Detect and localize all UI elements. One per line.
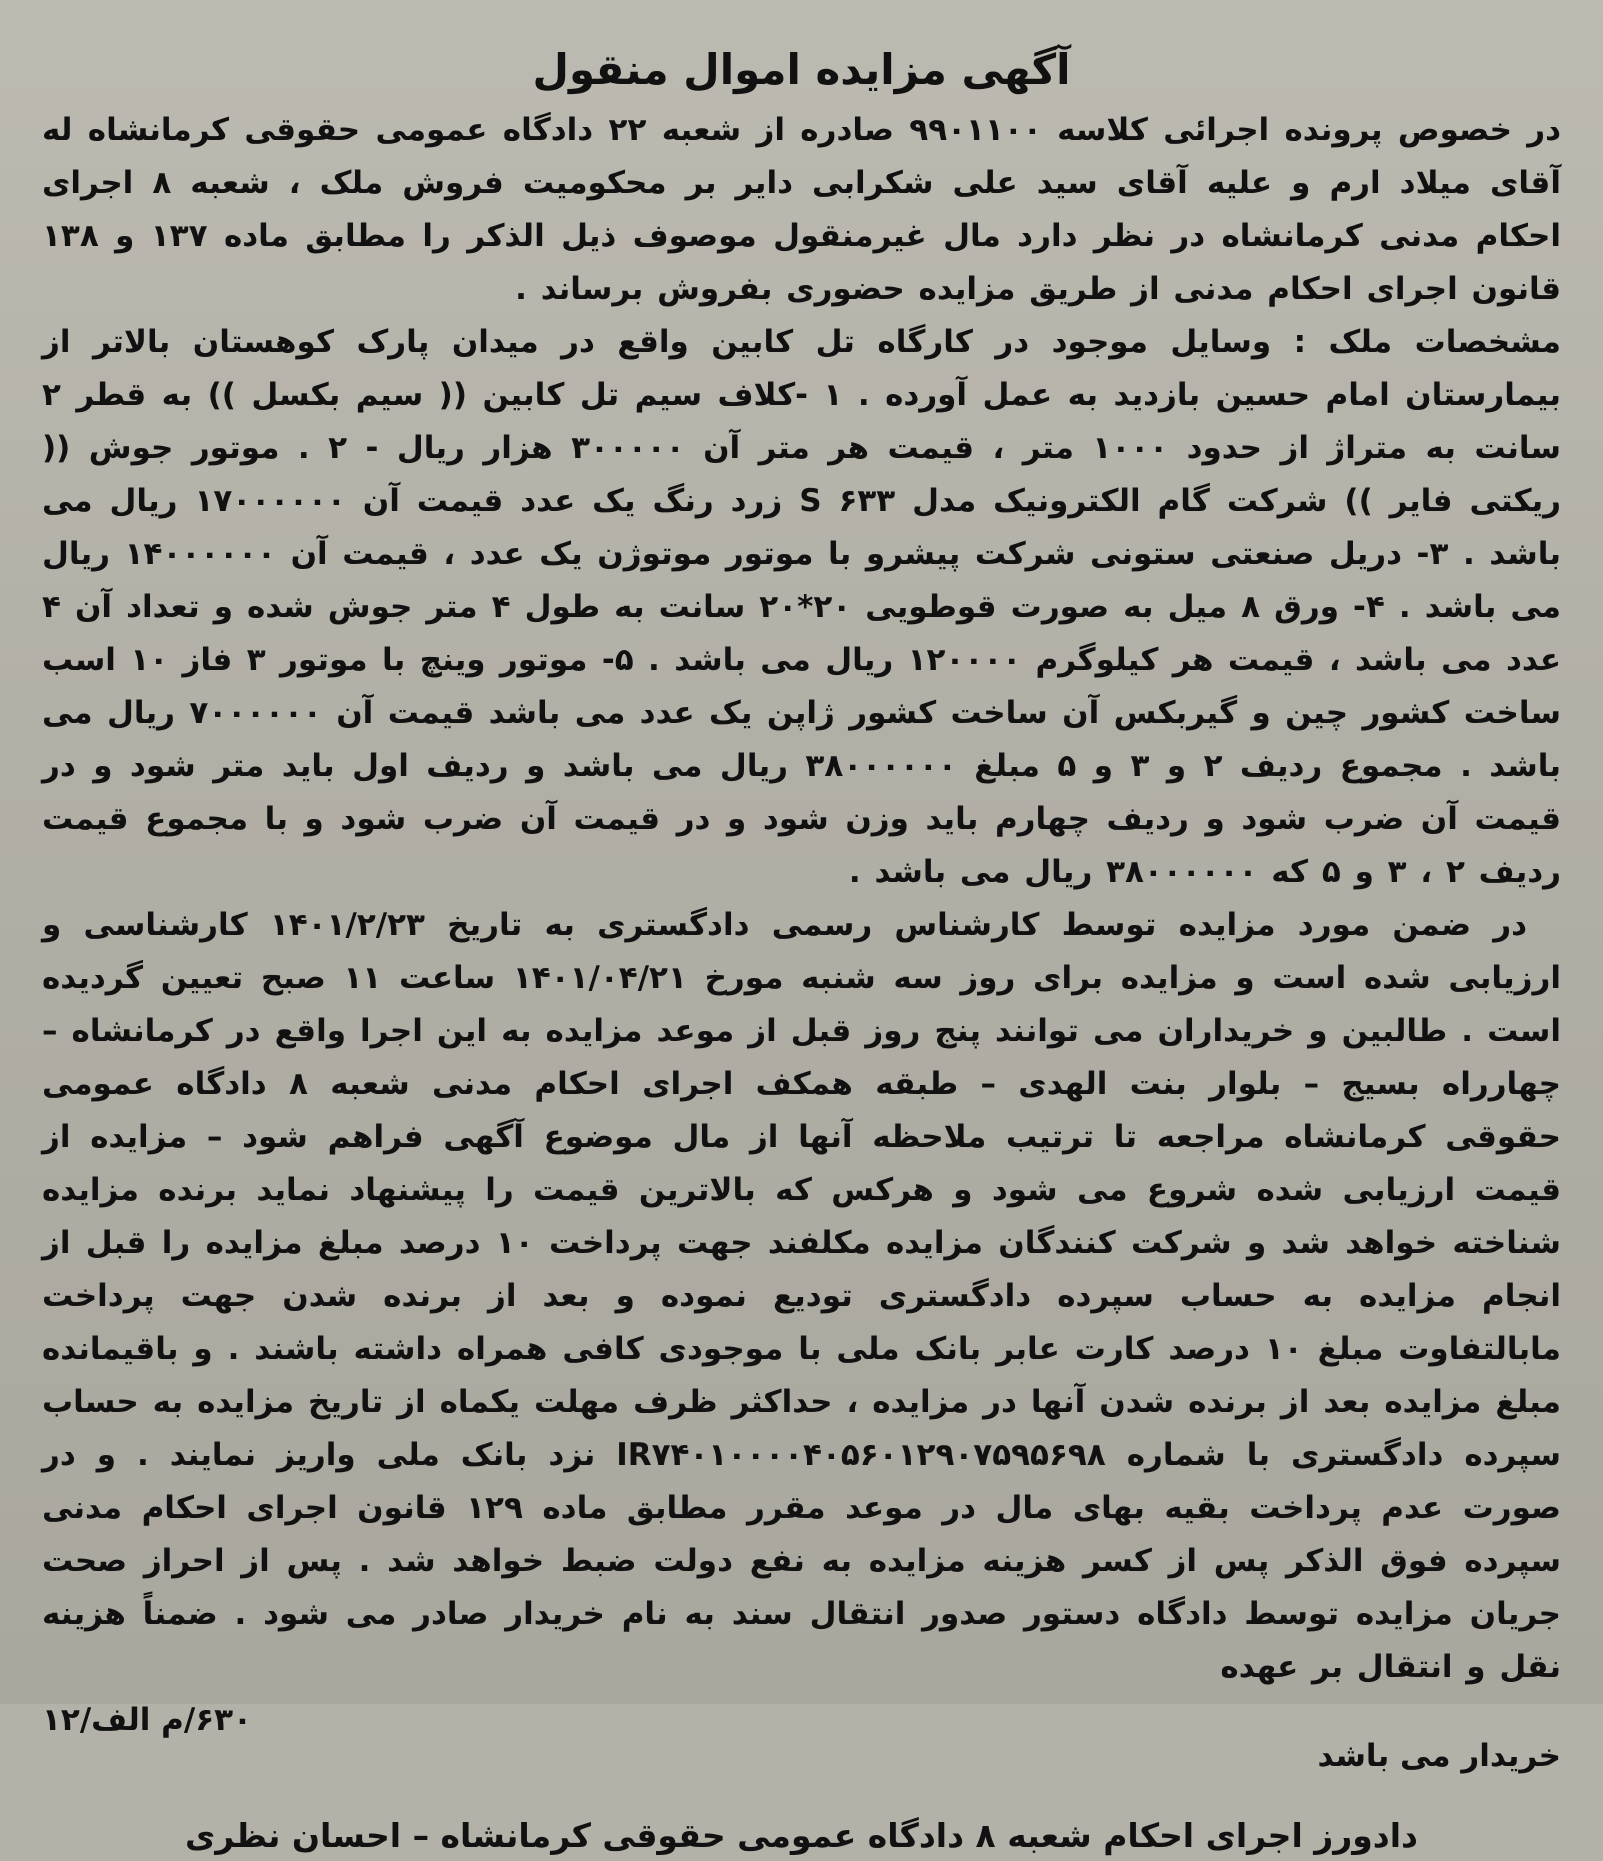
- closing-row: [42, 1694, 1561, 1783]
- notice-title: آگهی مزایده اموال منقول: [532, 45, 1071, 94]
- paragraph-auction-terms: در ضمن مورد مزایده توسط کارشناس رسمی دادگستری به تاریخ ۱۴۰۱/۲/۲۳ کارشناسی و ارزیابی شده است و مزایده برای روز سه شنبه مورخ ۱۴۰۱/۰۴/۲۱ ساعت ۱۱ صبح تعیین گردیده است . طالبین و خریداران می توانند پنج روز قبل از موعد مزایده به این اجرا واقع در کرمانشاه – چهارراه بسیج – بلوار بنت الهدی – طبقه همکف اجرای احکام مدنی شعبه ۸ دادگاه عمومی حقوقی کرمانشاه مراجعه تا ترتیب ملاحظه آنها از مال موضوع آگهی فراهم شود – مزایده از قیمت ارزیابی شده شروع می شود و هرکس که بالاترین قیمت را پیشنهاد نماید برنده مزایده شناخته خواهد شد و شرکت کنندگان مزایده مکلفند جهت پرداخت ۱۰ درصد مبلغ مزایده را قبل از انجام مزایده به حساب سپرده دادگستری تودیع نموده و بعد از برنده شدن جهت پرداخت مابالتفاوت مبلغ ۱۰ درصد کارت عابر بانک ملی با موجودی کافی همراه داشته باشند . و باقیمانده مبلغ مزایده بعد از برنده شدن آنها در مزایده ، حداکثر ظرف مهلت یکماه از تاریخ مزایده به حساب سپرده دادگستری با شماره IR۷۴۰۱۰۰۰۰۴۰۵۶۰۱۲۹۰۷۵۹۵۶۹۸ نزد بانک ملی واریز نمایند . و در صورت عدم پرداخت بقیه بهای مال در موعد مقرر مطابق ماده ۱۲۹ قانون اجرای احکام مدنی سپرده فوق الذکر پس از کسر هزینه مزایده به نفع دولت ضبط خواهد شد . پس از احراز صحت جریان مزایده توسط دادگاه دستور صدور انتقال سند به نام خریدار صادر می شود . ضمناً هزینه نقل و انتقال بر عهده: [42, 907, 1561, 1685]
- paragraph-case-details: در خصوص پرونده اجرائی کلاسه ۹۹۰۱۱۰۰ صادره از شعبه ۲۲ دادگاه عمومی حقوقی کرمانشاه له آقای میلاد ارم و علیه آقای سید علی شکرابی دایر بر محکومیت فروش ملک ، شعبه ۸ اجرای احکام مدنی کرمانشاه در نظر دارد مال غیرمنقول موصوف ذیل الذکر را مطابق ماده ۱۳۷ و ۱۳۸ قانون اجرای احکام مدنی از طریق مزایده حضوری بفروش برساند .: [42, 112, 1561, 307]
- property-description: وسایل موجود در کارگاه تل کابین واقع در میدان پارک کوهستان بالاتر از بیمارستان امام حسین بازدید به عمل آورده . ۱ -کلاف سیم تل کابین (( سیم بکسل )) به قطر ۲ سانت به متراژ از حدود ۱۰۰۰ متر ، قیمت هر متر آن ۳۰۰۰۰۰ هزار ریال - ۲ . موتور جوش (( ریکتی فایر )) شرکت گام الکترونیک مدل S ۶۳۳ زرد رنگ یک عدد قیمت آن ۱۷۰۰۰۰۰۰ ریال می باشد . ۳- دریل صنعتی ستونی شرکت پیشرو با موتور موتوژن یک عدد ، قیمت آن ۱۴۰۰۰۰۰۰ ریال می باشد . ۴- ورق ۸ میل به صورت قوطویی ۲۰*۲۰ سانت به طول ۴ متر جوش شده و تعداد آن ۴ عدد می باشد ، قیمت هر کیلوگرم ۱۲۰۰۰۰ ریال می باشد . ۵- موتور وینچ با موتور ۳ فاز ۱۰ اسب ساخت کشور چین و گیربکس آن ساخت کشور ژاپن یک عدد می باشد قیمت آن ۷۰۰۰۰۰۰ ریال می باشد . مجموع ردیف ۲ و ۳ و ۵ مبلغ ۳۸۰۰۰۰۰۰ ریال می باشد و ردیف اول باید متر شود و در قیمت آن ضرب شود و ردیف چهارم باید وزن شود و در قیمت آن ضرب شود و با مجموع قیمت ردیف ۲ ، ۳ و ۵ که ۳۸۰۰۰۰۰۰ ریال می باشد .: [42, 324, 1562, 890]
- notice-body: [42, 104, 1561, 1694]
- reference-code: ۶۳۰/م الف/۱۲: [42, 1702, 252, 1738]
- property-label: مشخصات ملک :: [1293, 324, 1561, 360]
- paragraph-property-specs: [42, 316, 1561, 899]
- signature-line: دادورز اجرای احکام شعبه ۸ دادگاه عمومی حقوقی کرمانشاه – احسان نظری: [185, 1816, 1418, 1855]
- closing-text: خریدار می باشد: [1317, 1738, 1561, 1774]
